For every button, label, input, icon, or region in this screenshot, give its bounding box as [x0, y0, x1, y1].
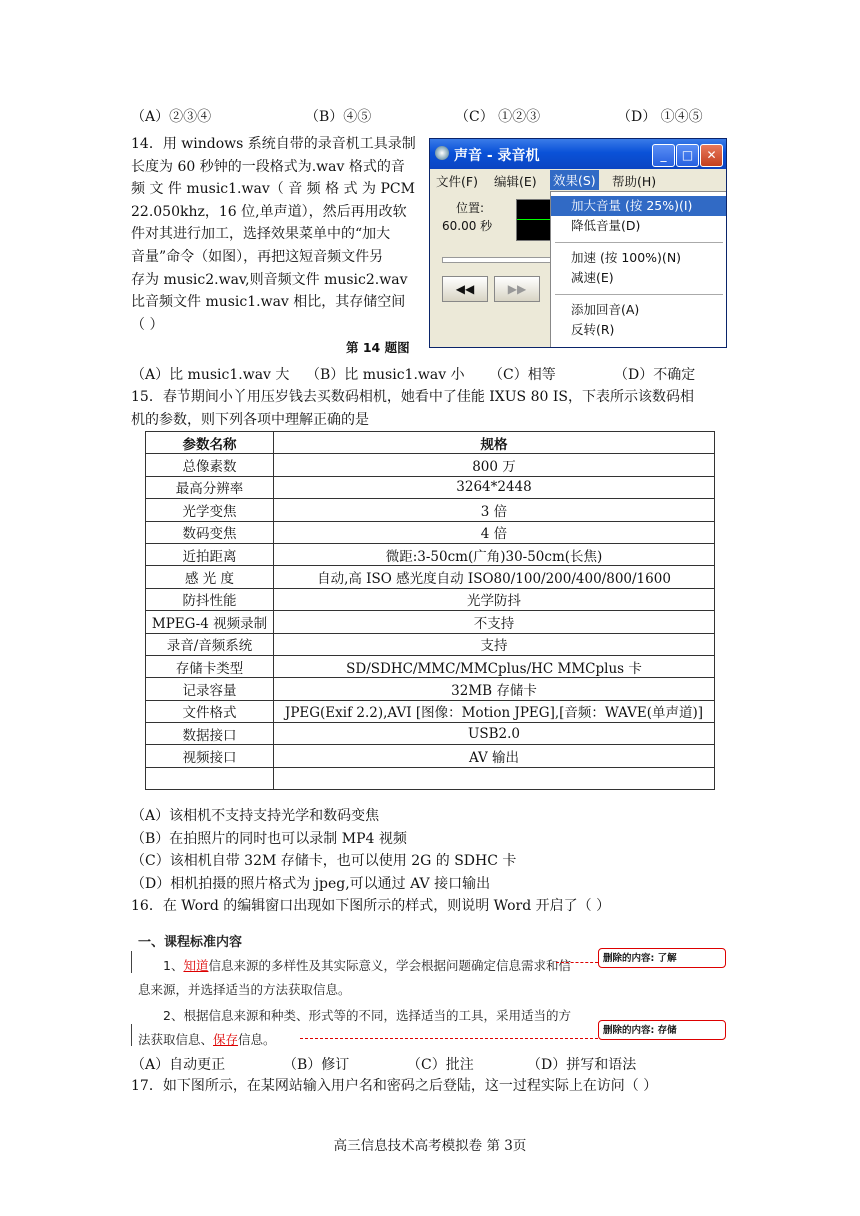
q13-option-d: （D） ①④⑤: [617, 109, 703, 125]
change-bar: [131, 951, 132, 973]
q14-line: 频 文 件 music1.wav（ 音 频 格 式 为 PCM: [131, 181, 415, 198]
param-value: [274, 767, 715, 789]
q15-question-line: 15．春节期间小丫用压岁钱去买数码相机，她看中了佳能 IXUS 80 IS，下表所示该数码相: [131, 389, 694, 405]
p2-text: 信息。: [238, 1032, 276, 1047]
q16-option-a: （A）自动更正: [131, 1057, 226, 1073]
table-header-row: [146, 432, 715, 454]
table-row: [146, 678, 715, 700]
param-name: 存储卡类型: [146, 655, 274, 677]
param-name: 近拍距离: [146, 543, 274, 565]
q16-option-d: （D）拼写和语法: [527, 1057, 637, 1073]
param-name: 光学变焦: [146, 499, 274, 521]
param-value: 3264*2448: [274, 476, 715, 498]
menu-file[interactable]: 文件(F): [436, 174, 478, 189]
param-name: 防抖性能: [146, 588, 274, 610]
table-row: [146, 588, 715, 610]
menu-item-add-echo[interactable]: 添加回音(A): [571, 302, 640, 317]
deleted-content-balloon: 删除的内容: 了解: [598, 948, 726, 968]
menu-edit[interactable]: 编辑(E): [494, 174, 537, 189]
table-row: [146, 521, 715, 543]
position-slider[interactable]: [442, 257, 564, 263]
param-value: 支持: [274, 633, 715, 655]
q16-option-c: （C）批注: [407, 1057, 474, 1073]
position-label: 位置:: [456, 201, 485, 215]
table-row: [146, 745, 715, 767]
figure-caption: 第 14 题图: [346, 340, 410, 355]
menu-item-decrease-volume[interactable]: 降低音量(D): [571, 218, 641, 233]
menu-separator: [555, 294, 723, 295]
p1-number: 1、: [163, 958, 184, 973]
q15-option-a: （A）该相机不支持支持光学和数码变焦: [131, 808, 380, 824]
param-value: 4 倍: [274, 521, 715, 543]
q14-line: 件对其进行加工，选择效果菜单中的“加大: [131, 226, 391, 243]
table-row: [146, 767, 715, 789]
param-name: 感 光 度: [146, 566, 274, 588]
table-row: [146, 655, 715, 677]
window-title: 声音 - 录音机: [454, 148, 540, 164]
revision-paragraph-2: 2、根据信息来源和种类、形式等的不同，选择适当的工具，采用适当的方: [163, 1008, 571, 1023]
camera-spec-table: [145, 431, 715, 790]
column-header: 参数名称: [146, 432, 274, 454]
param-value: 微距:3-50cm(广角)30-50cm(长焦): [274, 543, 715, 565]
speaker-icon: [435, 146, 449, 160]
param-name: 录音/音频系统: [146, 633, 274, 655]
param-value: 自动,高 ISO 感光度自动 ISO80/100/200/400/800/1600: [274, 566, 715, 588]
table-row: [146, 633, 715, 655]
param-value: USB2.0: [274, 723, 715, 745]
balloon-connector: [556, 962, 598, 963]
q14-option-c: （C）相等: [489, 367, 556, 383]
table-row: [146, 543, 715, 565]
menu-effects[interactable]: 效果(S): [550, 170, 599, 190]
forward-button[interactable]: ▶▶: [494, 276, 540, 302]
p1-text: 信息来源的多样性及其实际意义，学会根据问题确定信息需求和信: [208, 958, 571, 973]
q17-question: 17．如下图所示，在某网站输入用户名和密码之后登陆，这一过程实际上在访问（ ）: [131, 1078, 658, 1094]
param-value: 800 万: [274, 454, 715, 476]
close-icon[interactable]: ✕: [700, 144, 723, 167]
deleted-content-balloon: 删除的内容: 存储: [598, 1020, 726, 1040]
param-value: 3 倍: [274, 499, 715, 521]
q16-option-b: （B）修订: [283, 1057, 350, 1073]
sound-recorder-window: [429, 138, 727, 348]
change-bar: [131, 1024, 132, 1046]
q15-option-b: （B）在拍照片的同时也可以录制 MP4 视频: [131, 831, 407, 847]
q14-line: 22.050khz，16 位,单声道），然后再用改软: [131, 203, 407, 220]
table-row: [146, 454, 715, 476]
table-row: [146, 611, 715, 633]
param-value: AV 输出: [274, 745, 715, 767]
q14-option-a: （A）比 music1.wav 大: [131, 367, 290, 383]
param-value: JPEG(Exif 2.2),AVI [图像：Motion JPEG],[音频：WAVE(单声道)]: [274, 700, 715, 722]
position-value: 60.00 秒: [442, 219, 493, 233]
revision-paragraph-1: [163, 956, 571, 974]
q14-option-b: （B）比 music1.wav 小: [306, 367, 465, 383]
q15-option-d: （D）相机拍摄的照片格式为 jpeg,可以通过 AV 接口输出: [131, 876, 491, 892]
q14-option-d: （D）不确定: [614, 367, 696, 383]
q16-question: 16．在 Word 的编辑窗口出现如下图所示的样式，则说明 Word 开启了（ ）: [131, 898, 611, 914]
q14-line: 14．用 windows 系统自带的录音机工具录制: [131, 136, 416, 152]
revision-heading: 一、课程标准内容: [138, 935, 243, 950]
q14-question-text: [131, 133, 421, 336]
q13-option-b: （B）④⑤: [305, 109, 372, 125]
menu-item-reverse[interactable]: 反转(R): [571, 322, 615, 337]
q14-answer-blank: （ ）: [131, 316, 164, 333]
param-value: SD/SDHC/MMC/MMCplus/HC MMCplus 卡: [274, 655, 715, 677]
p2-text: 法获取信息、: [138, 1032, 214, 1047]
q14-line: 存为 music2.wav,则音频文件 music2.wav: [131, 271, 408, 288]
inserted-text: 保存: [213, 1032, 239, 1047]
param-name: 最高分辨率: [146, 476, 274, 498]
param-value: 32MB 存储卡: [274, 678, 715, 700]
param-name: 视频接口: [146, 745, 274, 767]
menu-item-slow-down[interactable]: 减速(E): [571, 270, 614, 285]
param-name: 总像素数: [146, 454, 274, 476]
revision-paragraph-1-line2: 息来源，并选择适当的方法获取信息。: [138, 982, 351, 997]
q13-option-c: （C） ①②③: [455, 109, 541, 125]
q15-option-c: （C）该相机自带 32M 存储卡，也可以使用 2G 的 SDHC 卡: [131, 853, 517, 869]
param-name: 数据接口: [146, 723, 274, 745]
menu-item-speed-up[interactable]: 加速 (按 100%)(N): [571, 250, 682, 265]
table-row: [146, 499, 715, 521]
menubar: [430, 169, 726, 191]
column-header: 规格: [274, 432, 715, 454]
param-name: 文件格式: [146, 700, 274, 722]
table-row: [146, 566, 715, 588]
window-titlebar: [430, 139, 726, 169]
table-row: [146, 723, 715, 745]
q14-line: 比音频文件 music1.wav 相比，其存储空间: [131, 294, 406, 311]
q14-line: 长度为 60 秒钟的一段格式为.wav 格式的音: [131, 158, 405, 175]
param-name: 数码变焦: [146, 521, 274, 543]
param-name: [146, 767, 274, 789]
revision-paragraph-2-line2: [138, 1030, 276, 1048]
param-value: 光学防抖: [274, 588, 715, 610]
param-value: 不支持: [274, 611, 715, 633]
menu-item-increase-volume[interactable]: 加大音量 (按 25%)(I): [551, 196, 727, 216]
table-row: [146, 476, 715, 498]
param-name: 记录容量: [146, 678, 274, 700]
menu-separator: [555, 242, 723, 243]
maximize-icon[interactable]: □: [676, 144, 699, 167]
minimize-icon[interactable]: _: [652, 144, 675, 167]
page-footer: 高三信息技术高考模拟卷 第 3页: [333, 1138, 527, 1154]
position-display: [442, 199, 500, 241]
table-row: [146, 700, 715, 722]
q14-line: 音量”命令（如图），再把这短音频文件另: [131, 248, 384, 265]
effects-menu-dropdown: [550, 191, 727, 348]
rewind-button[interactable]: ◀◀: [442, 276, 488, 302]
balloon-connector: [300, 1038, 598, 1039]
inserted-text: 知道: [183, 958, 209, 973]
q15-question-line: 机的参数，则下列各项中理解正确的是: [131, 412, 369, 428]
param-name: MPEG-4 视频录制: [146, 611, 274, 633]
menu-help[interactable]: 帮助(H): [612, 174, 657, 189]
q13-option-a: （A）②③④: [131, 109, 212, 125]
